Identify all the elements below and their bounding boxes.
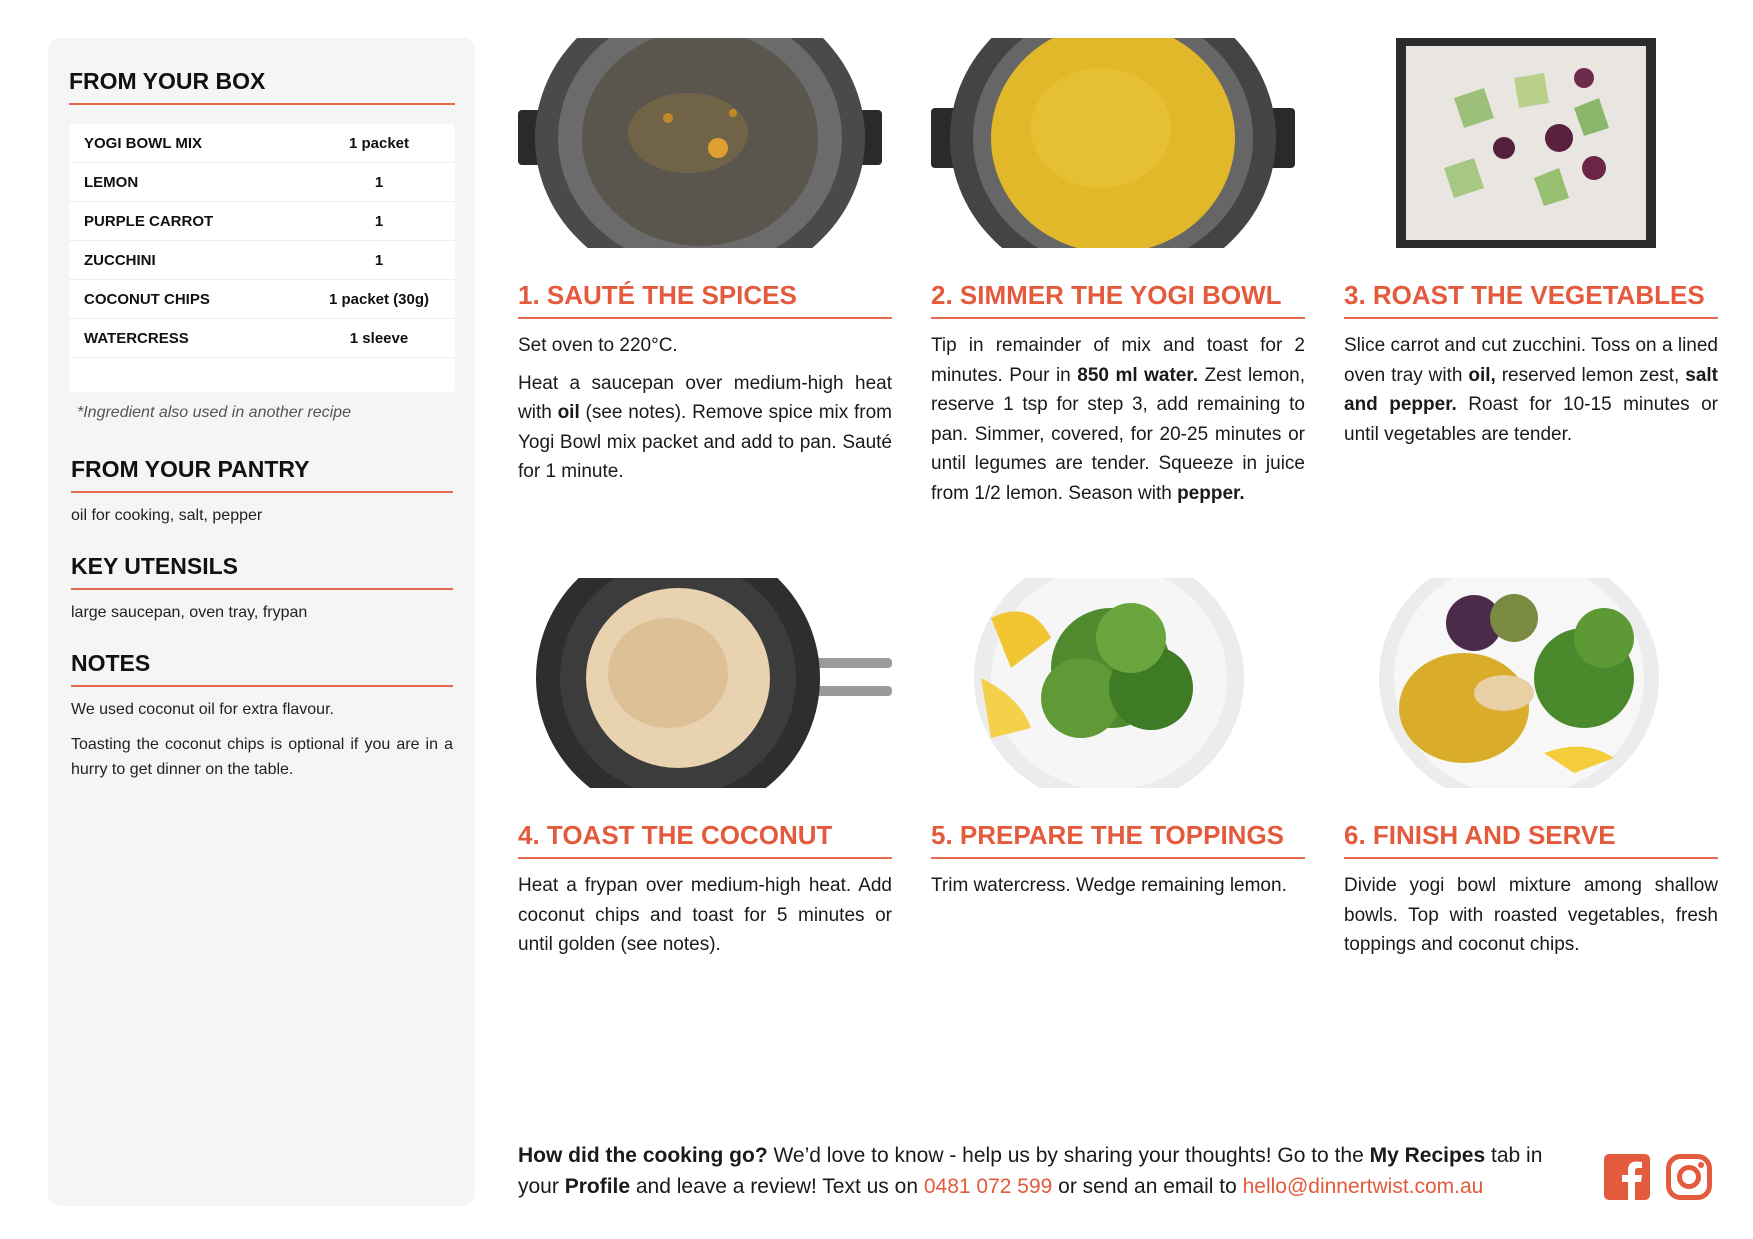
notes-section	[71, 650, 453, 782]
notes-title: NOTES	[71, 650, 453, 687]
step-5	[931, 578, 1305, 901]
ingredient-qty: 1	[374, 212, 384, 230]
note-text: We used coconut oil for extra flavour.	[71, 701, 334, 718]
step-4-text: Heat a frypan over medium-high heat. Add coconut chips and toast for 5 minutes or until golden (see notes).	[518, 875, 892, 955]
step-3-image	[1344, 38, 1718, 248]
ingredient-qty: 1 packet	[348, 134, 410, 152]
step-1-image	[518, 38, 892, 248]
step-6-image	[1344, 578, 1718, 788]
step-2-image	[931, 38, 1305, 248]
phone-link[interactable]: 0481 072 599	[923, 1175, 1053, 1198]
step-5-text: Trim watercress. Wedge remaining lemon.	[931, 875, 1287, 896]
step-3-title: 3. ROAST THE VEGETABLES	[1344, 280, 1718, 319]
step-6	[1344, 578, 1718, 960]
step-4-title: 4. TOAST THE COCONUT	[518, 820, 892, 859]
ingredient-qty: 1 packet (30g)	[328, 290, 430, 308]
email-link[interactable]: hello@dinnertwist.com.au	[1242, 1175, 1484, 1198]
ingredient-row	[69, 163, 455, 202]
ingredient-name: LEMON	[84, 173, 139, 191]
step-1-title: 1. SAUTÉ THE SPICES	[518, 280, 892, 319]
step-1-text-1: Set oven to 220°C.	[518, 335, 678, 356]
step-6-text: Divide yogi bowl mixture among shallow bowls. Top with roasted vegetables, fresh toppings and coconut chips.	[1344, 875, 1718, 955]
step-4	[518, 578, 892, 960]
step-3	[1344, 38, 1718, 449]
ingredient-qty: 1	[374, 173, 384, 191]
pantry-text: oil for cooking, salt, pepper	[71, 507, 263, 524]
step-5-title: 5. PREPARE THE TOPPINGS	[931, 820, 1305, 859]
ingredient-name: ZUCCHINI	[84, 251, 156, 269]
note-text: Toasting the coconut chips is optional if you are in a hurry to get dinner on the table.	[71, 736, 453, 778]
step-2-title: 2. SIMMER THE YOGI BOWL	[931, 280, 1305, 319]
ingredient-row	[69, 202, 455, 241]
step-1-text-2: Heat a saucepan over medium-high heat with oil (see notes). Remove spice mix from Yogi Bowl mix packet and add to pan. Sauté for 1 minute.	[518, 372, 892, 482]
utensils-title: KEY UTENSILS	[71, 553, 453, 590]
ingredient-footnote: *Ingredient also used in another recipe	[77, 404, 351, 421]
my-recipes-link[interactable]: My Recipes	[1369, 1144, 1486, 1167]
ingredient-name: YOGI BOWL MIX	[84, 134, 203, 152]
profile-link[interactable]: Profile	[564, 1175, 631, 1198]
utensils-text: large saucepan, oven tray, frypan	[71, 604, 308, 621]
step-4-image	[518, 578, 892, 788]
pantry-title: FROM YOUR PANTRY	[71, 456, 453, 493]
ingredient-row	[69, 280, 455, 319]
ingredient-row	[69, 319, 455, 358]
ingredients-table	[69, 124, 455, 392]
step-3-text: Slice carrot and cut zucchini. Toss on a lined oven tray with oil, reserved lemon zest, salt and pepper. Roast for 10-15 minutes or until vegetables are tender.	[1344, 335, 1718, 445]
from-your-box-title: FROM YOUR BOX	[69, 68, 455, 105]
feedback-footer: How did the cooking go? We’d love to know - help us by sharing your thoughts! Go to the My Recipes tab in your Profile and leave a review! Text us on 0481 072 599 or send an email to hello@dinnertwist.com.au	[518, 1144, 1543, 1198]
facebook-icon[interactable]	[1604, 1154, 1650, 1205]
step-1	[518, 38, 892, 487]
ingredient-qty: 1 sleeve	[349, 329, 409, 347]
ingredient-row	[69, 241, 455, 280]
feedback-question: How did the cooking go?	[518, 1144, 768, 1167]
ingredient-row	[69, 124, 455, 163]
instagram-icon[interactable]	[1666, 1154, 1712, 1205]
utensils-section	[71, 553, 453, 625]
step-2-text: Tip in remainder of mix and toast for 2 minutes. Pour in 850 ml water. Zest lemon, reserve 1 tsp for step 3, add remaining to pan. Simmer, covered, for 20-25 minutes or until legumes are tender. Squeeze in juice from 1/2 lemon. Season with pepper.	[931, 335, 1305, 504]
ingredient-name: WATERCRESS	[84, 329, 189, 347]
pantry-section	[71, 456, 453, 528]
step-6-title: 6. FINISH AND SERVE	[1344, 820, 1718, 859]
step-2	[931, 38, 1305, 508]
ingredients-sidebar	[48, 38, 475, 1206]
ingredient-qty: 1	[374, 251, 384, 269]
ingredient-name: PURPLE CARROT	[84, 212, 214, 230]
step-5-image	[931, 578, 1305, 788]
ingredient-name: COCONUT CHIPS	[84, 290, 210, 308]
